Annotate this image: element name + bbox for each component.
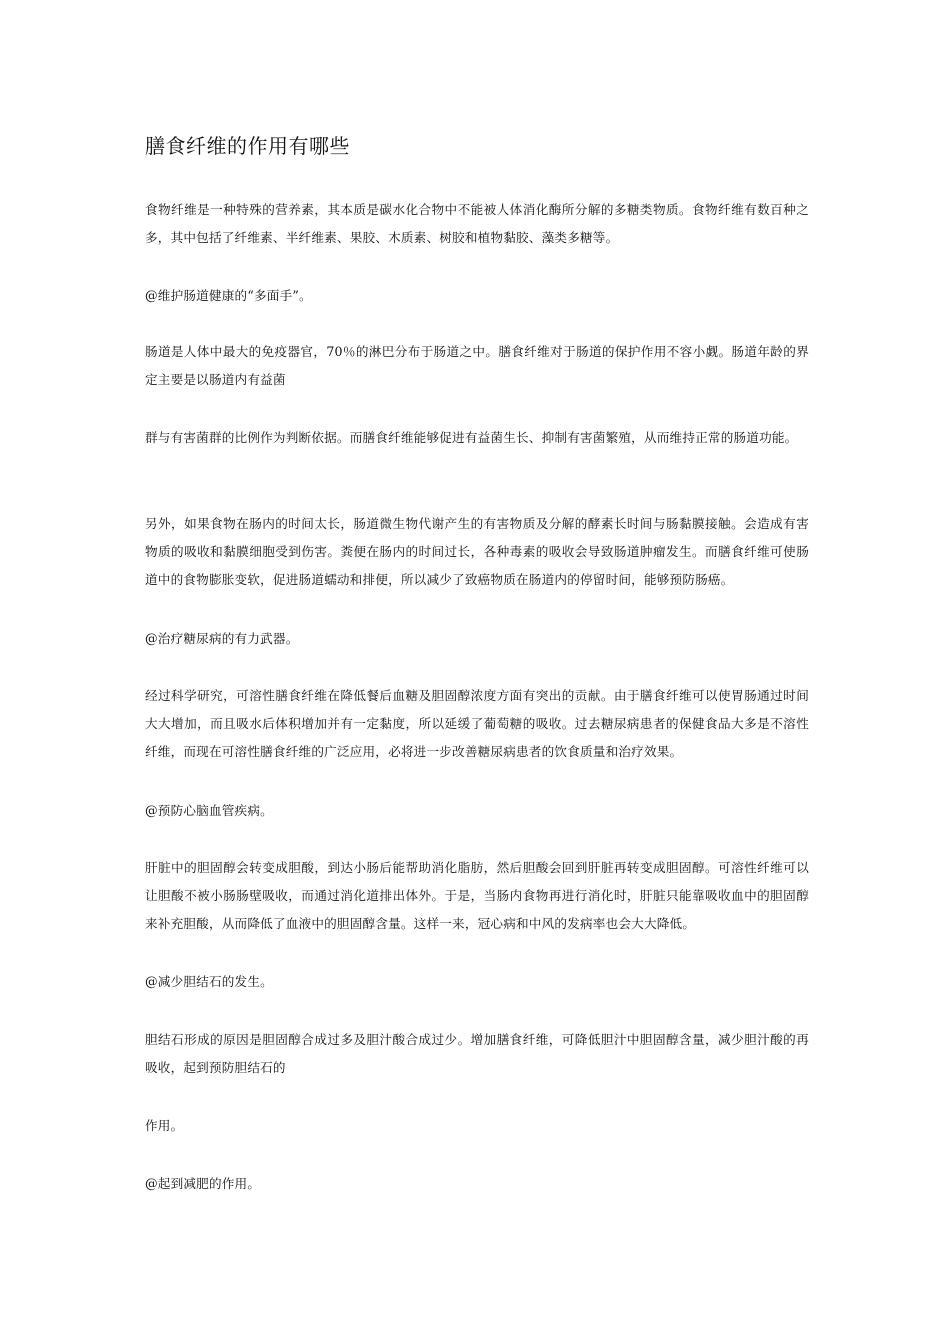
section-heading-intestinal-health: @维护肠道健康的“多面手”。 [145,288,312,303]
paragraph-cholesterol: 肝脏中的胆固醇会转变成胆酸，到达小肠后能帮助消化脂肪，然后胆酸会回到肝脏再转变成胆固醇。可溶性纤维可以让胆酸不被小肠肠壁吸收，而通过消化道排出体外。于是，当肠内食物再进行消化时，肝脏只能靠吸收血中的胆固醇来补充胆酸，从而降低了血液中的胆固醇含量。这样一来，冠心病和中风的发病率也会大大降低。 [145,860,809,931]
paragraph-diabetes: 经过科学研究，可溶性膳食纤维在降低餐后血糖及胆固醇浓度方面有突出的贡献。由于膳食纤维可以使胃肠通过时间大大增加，而且吸水后体积增加并有一定黏度，所以延缓了葡萄糖的吸收。过去糖尿病患者的保健食品大多是不溶性纤维，而现在可溶性膳食纤维的广泛应用，必将进一步改善糖尿病患者的饮食质量和治疗效果。 [145,688,809,759]
section-heading-cardiovascular: @预防心脑血管疾病。 [145,803,273,818]
paragraph-intestinal-immunity: 肠道是人体中最大的免疫器官，70％的淋巴分布于肠道之中。膳食纤维对于肠道的保护作用不容小觑。肠道年龄的界定主要是以肠道内有益菌 [145,344,809,387]
paragraph-bowel-cancer: 另外，如果食物在肠内的时间太长，肠道微生物代谢产生的有害物质及分解的酵素长时间与肠黏膜接触。会造成有害物质的吸收和黏膜细胞受到伤害。粪便在肠内的时间过长，各种毒素的吸收会导致肠道肿瘤发生。而膳食纤维可使肠道中的食物膨胀变软，促进肠道蠕动和排便，所以减少了致癌物质在肠道内的停留时间，能够预防肠癌。 [145,516,809,587]
paragraph-gallstones-continued: 作用。 [145,1118,184,1133]
document-title: 膳食纤维的作用有哪些 [145,134,350,158]
section-heading-diabetes: @治疗糖尿病的有力武器。 [145,631,299,646]
section-heading-gallstones: @减少胆结石的发生。 [145,974,273,989]
paragraph-bacteria-balance: 群与有害菌群的比例作为判断依据。而膳食纤维能够促进有益菌生长、抑制有害菌繁殖，从而维持正常的肠道功能。 [145,430,798,445]
paragraph-gallstones: 胆结石形成的原因是胆固醇合成过多及胆汁酸合成过少。增加膳食纤维，可降低胆汁中胆固醇含量，减少胆汁酸的再吸收，起到预防胆结石的 [145,1032,809,1075]
section-heading-weight-loss: @起到减肥的作用。 [145,1176,261,1191]
paragraph-intro: 食物纤维是一种特殊的营养素，其本质是碳水化合物中不能被人体消化酶所分解的多糖类物质。食物纤维有数百种之多，其中包括了纤维素、半纤维素、果胶、木质素、树胶和植物黏胶、藻类多糖等。 [145,202,809,245]
